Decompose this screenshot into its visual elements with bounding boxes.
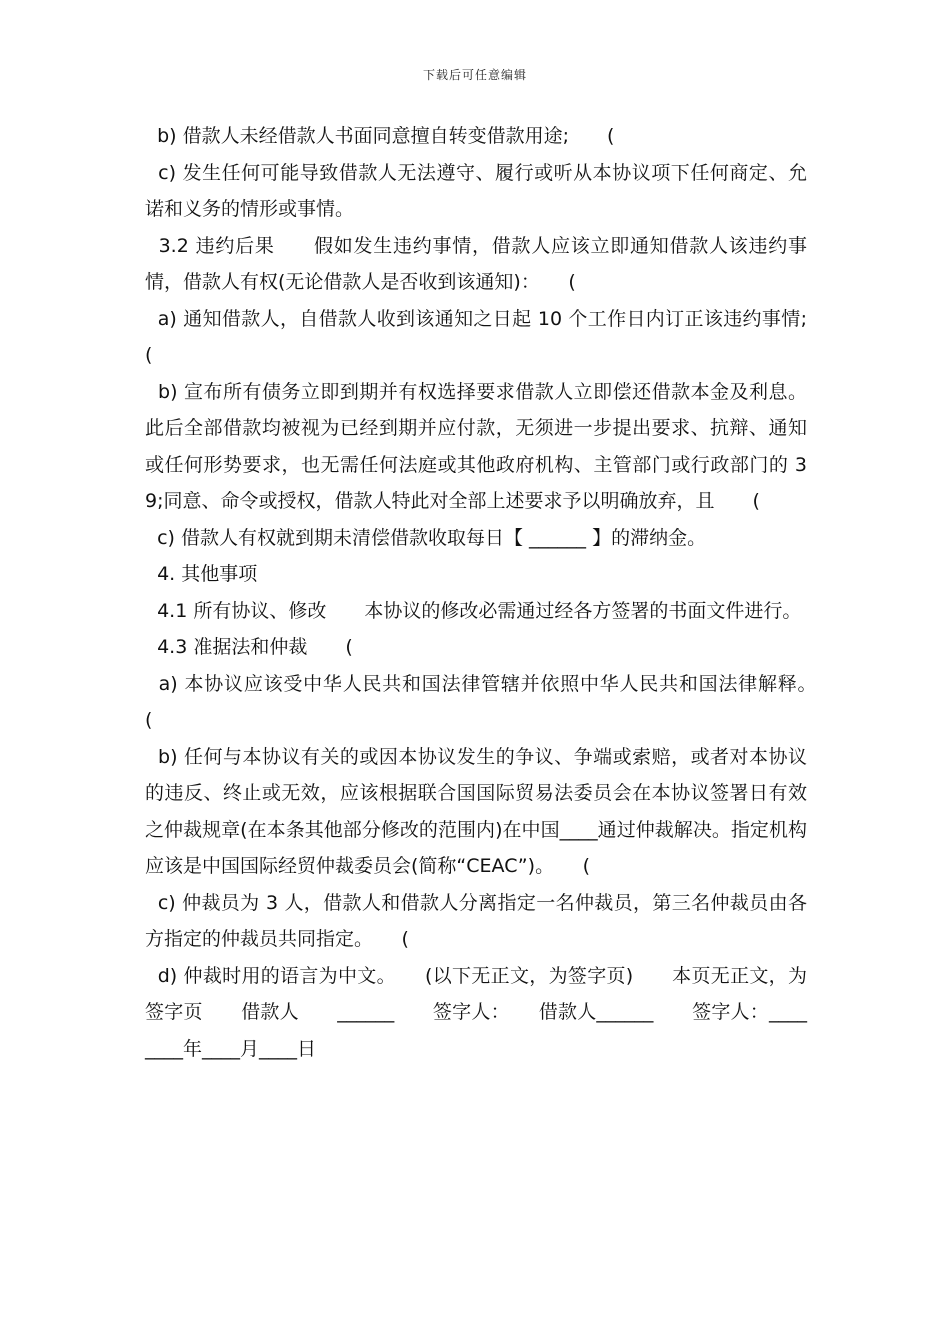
clause-c-breach-circumstance: c) 发生任何可能导致借款人无法遵守、履行或听从本协议项下任何商定、允诺和义务的情形或事情。 [145,161,807,220]
clause-a-notify-borrower: a) 通知借款人，自借款人收到该通知之日起 10 个工作日内订正该违约事情; ( [145,307,845,366]
document-body [145,118,846,1067]
clause-4-3-governing-law: 4.3 准据法和仲裁 ( [145,636,353,658]
section-4-heading: 4. 其他事项 [145,563,258,585]
page-header-note: 下载后可任意编辑 [422,68,527,82]
clause-c-arbitrators: c) 仲裁员为 3 人，借款人和借款人分离指定一名仲裁员，第三名仲裁员由各方指定的仲裁员共同指定。 ( [145,891,807,950]
clause-a-governing-law: a) 本协议应该受中华人民共和国法律管辖并依照中华人民共和国法律解释。 ( [145,672,846,731]
clause-b-change-use: b) 借款人未经借款人书面同意擅自转变借款用途; ( [145,125,615,147]
clause-c-late-fee: c) 借款人有权就到期未清偿借款收取每日【 ______ 】的滞纳金。 [145,526,707,549]
clause-3-2-breach-consequence: 3.2 违约后果 假如发生违约事情，借款人应该立即通知借款人该违约事情，借款人有权(无论借款人是否收到该通知)： ( [145,234,807,293]
clause-d-language-signature: d) 仲裁时用的语言为中文。 (以下无正文，为签字页) 本页无正文，为签字页 借款人 ______ 签字人： 借款人______ 签字人：________年____月____日 [145,964,807,1060]
clause-b-accelerate-debt: b) 宣布所有债务立即到期并有权选择要求借款人立即偿还借款本金及利息。此后全部借款均被视为已经到期并应付款，无须进一步提出要求、抗辩、通知或任何形势要求，也无需任何法庭或其他政府机构、主管部门或行政部门的 39;同意、命令或授权，借款人特此对全部上述要求予以明确放弃，且 ( [145,380,807,512]
clause-4-1-amendments: 4.1 所有协议、修改 本协议的修改必需通过经各方签署的书面文件进行。 [145,599,802,622]
clause-b-arbitration: b) 任何与本协议有关的或因本协议发生的争议、争端或索赔，或者对本协议的违反、终止或无效，应该根据联合国国际贸易法委员会在本协议签署日有效之仲裁规章(在本条其他部分修改的范围内)在中国____通过仲裁解决。指定机构应该是中国国际经贸仲裁委员会(简称“CEAC”)。 ( [145,745,807,877]
